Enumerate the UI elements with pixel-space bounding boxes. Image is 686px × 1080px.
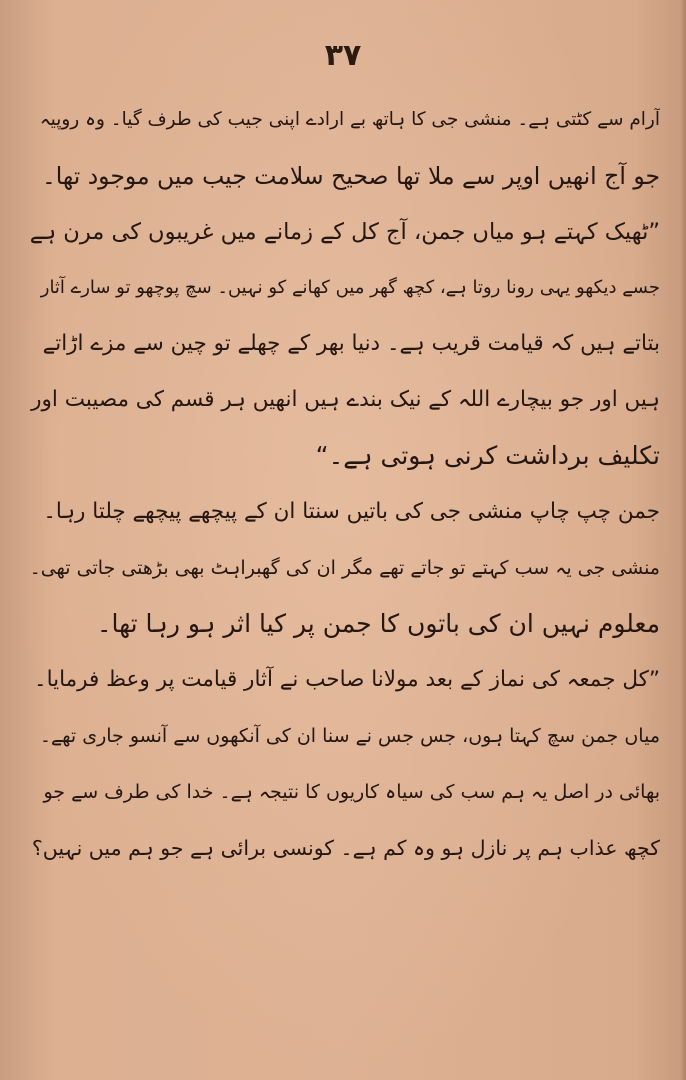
text-line-1: آرام سے کٹتی ہے۔ منشی جی کا ہاتھ بے ارادے اپنی جیب کی طرف گیا۔ وہ روپیہ bbox=[39, 109, 660, 130]
text-line-2: جو آج انھیں اوپر سے ملا تھا صحیح سلامت جیب میں موجود تھا۔ bbox=[41, 162, 660, 190]
text-line-3: ”ٹھیک کہتے ہو میاں جمن، آج کل کے زمانے میں غریبوں کی مرن ہے bbox=[30, 219, 660, 245]
text-line-4: جسے دیکھو یہی رونا روتا ہے، کچھ گھر میں کھانے کو نہیں۔ سچ پوچھو تو سارے آثار bbox=[40, 277, 660, 298]
text-line-8: جمن چپ چاپ منشی جی کی باتیں سنتا ان کے پیچھے پیچھے چلتا رہا۔ bbox=[43, 499, 660, 524]
text-line-11: ”کل جمعہ کی نماز کے بعد مولانا صاحب نے آثار قیامت پر وعظ فرمایا۔ bbox=[33, 667, 660, 692]
page-number: ۳۷ bbox=[324, 38, 362, 73]
text-line-5: بتاتے ہیں کہ قیامت قریب ہے۔ دنیا بھر کے چھلے تو چین سے مزے اڑاتے bbox=[42, 331, 660, 356]
text-line-6: ہیں اور جو بیچارے اللہ کے نیک بندے ہیں انھیں ہر قسم کی مصیبت اور bbox=[31, 387, 660, 412]
text-line-14: کچھ عذاب ہم پر نازل ہو وہ کم ہے۔ کونسی برائی ہے جو ہم میں نہیں؟ bbox=[31, 836, 660, 860]
text-line-9: منشی جی یہ سب کہتے تو جاتے تھے مگر ان کی گھبراہٹ بھی بڑھتی جاتی تھی۔ bbox=[30, 557, 660, 579]
text-line-12: میاں جمن سچ کہتا ہوں، جس جس نے سنا ان کی آنکھوں سے آنسو جاری تھے۔ bbox=[39, 725, 660, 747]
text-line-13: بھائی در اصل یہ ہم سب کی سیاہ کاریوں کا نتیجہ ہے۔ خدا کی طرف سے جو bbox=[43, 781, 660, 803]
text-line-10: معلوم نہیں ان کی باتوں کا جمن پر کیا اثر ہو رہا تھا۔ bbox=[96, 609, 660, 638]
page-edge-shadow bbox=[680, 0, 686, 1080]
body-text bbox=[30, 92, 660, 876]
text-line-7: تکلیف برداشت کرنی ہوتی ہے۔“ bbox=[315, 441, 660, 470]
